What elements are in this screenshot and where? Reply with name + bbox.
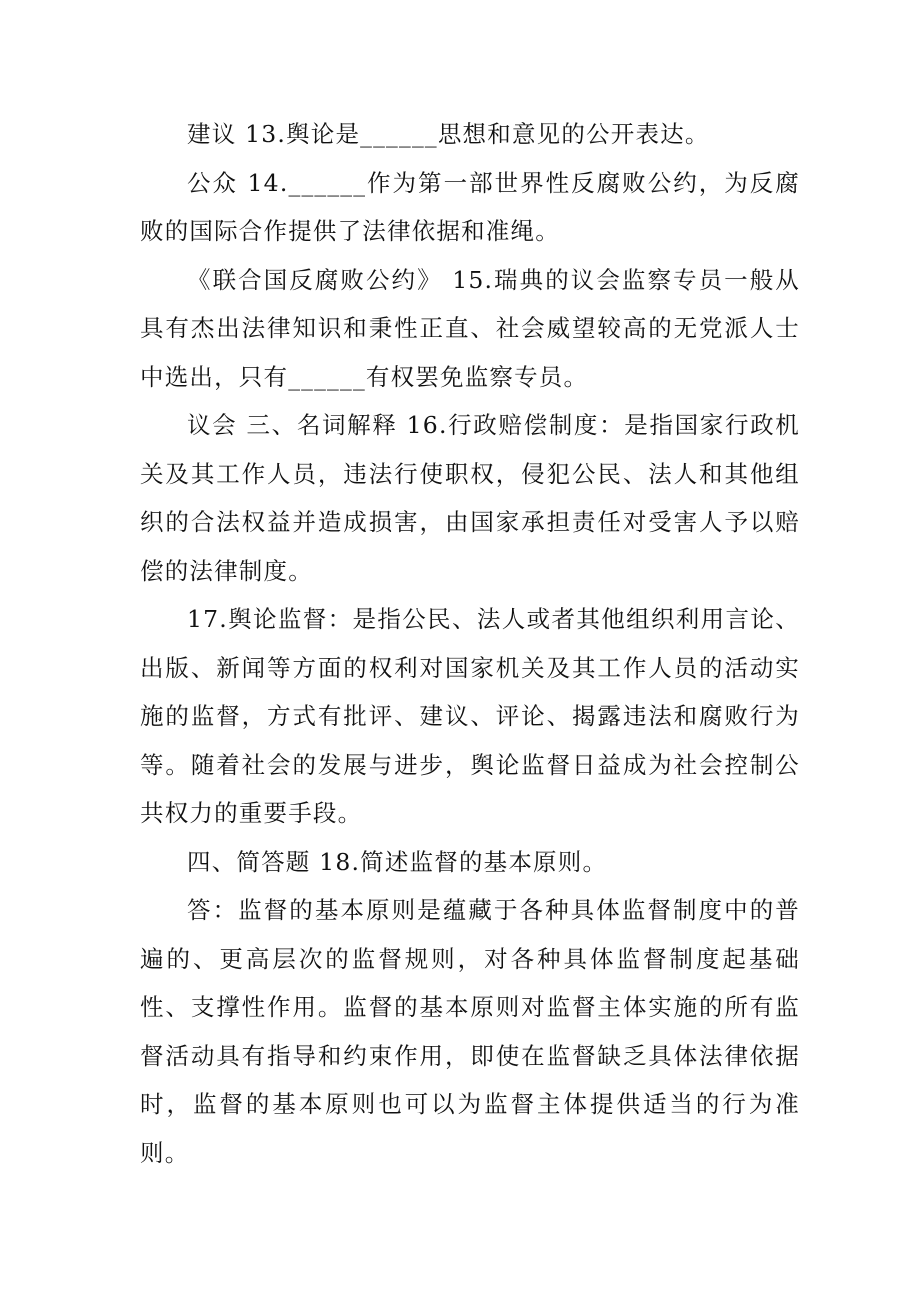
document-body (140, 110, 800, 1177)
paragraph-q17: 17.舆论监督：是指公民、法人或者其他组织利用言论、出版、新闻等方面的权利对国家机关及其工作人员的活动实施的监督，方式有批评、建议、评论、揭露违法和腐败行为等。随着社会的发展与进步，舆论监督日益成为社会控制公共权力的重要手段。 (140, 605, 800, 827)
paragraph-q13: 建议 13.舆论是______思想和意见的公开表达。 (187, 120, 710, 148)
paragraph-q15: 《联合国反腐败公约》 15.瑞典的议会监察专员一般从具有杰出法律知识和秉性正直、社会威望较高的无党派人士中选出，只有______有权罢免监察专员。 (140, 265, 800, 391)
paragraph-q18: 四、简答题 18.简述监督的基本原则。 (187, 847, 608, 876)
paragraph-answer-18: 答：监督的基本原则是蕴藏于各种具体监督制度中的普遍的、更高层次的监督规则，对各种具体监督制度起基础性、支撑性作用。监督的基本原则对监督主体实施的所有监督活动具有指导和约束作用，即使在监督缺乏具体法律依据时，监督的基本原则也可以为监督主体提供适当的行为准则。 (140, 896, 800, 1167)
paragraph-q16: 议会 三、名词解释 16.行政赔偿制度：是指国家行政机关及其工作人员，违法行使职权，侵犯公民、法人和其他组织的合法权益并造成损害，由国家承担责任对受害人予以赔偿的法律制度。 (140, 411, 800, 585)
paragraph-q14: 公众 14.______作为第一部世界性反腐败公约，为反腐败的国际合作提供了法律依据和准绳。 (140, 168, 800, 245)
